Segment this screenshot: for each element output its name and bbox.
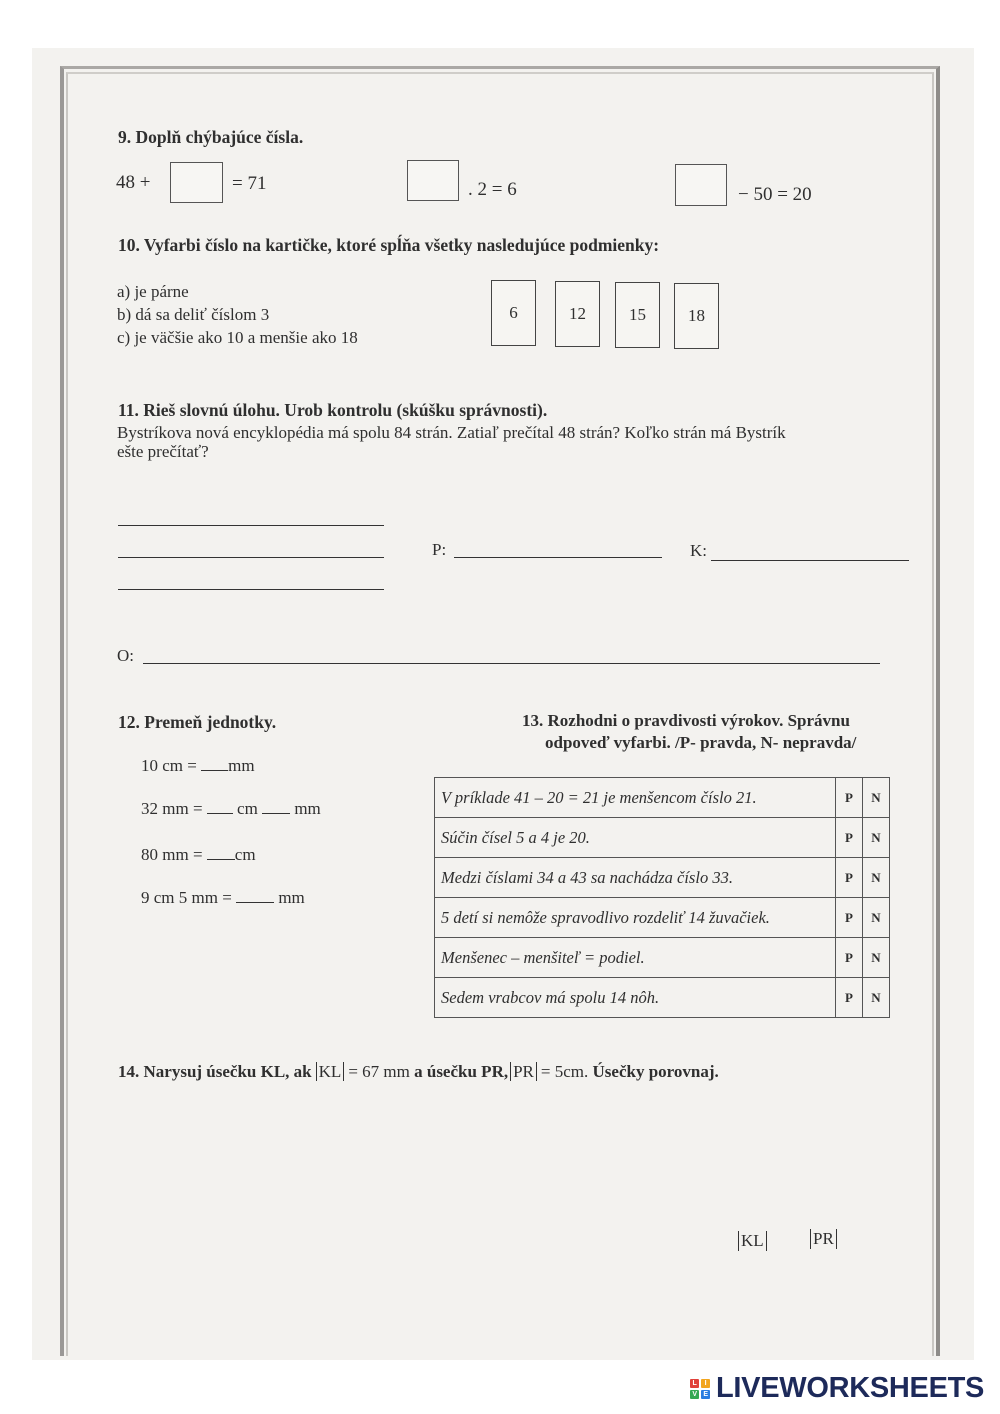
q9-eq1-left: 48 + (116, 172, 151, 193)
q11-k-label: K: (690, 541, 707, 560)
q14-heading-part-3: Úsečky porovnaj. (592, 1062, 719, 1081)
q12-row-1 (141, 756, 255, 776)
q13-heading-line-1: 13. Rozhodni o pravdivosti výrokov. Správnu (522, 711, 850, 730)
q13-heading-line-2: odpoveď vyfarbi. /P- pravda, N- nepravda/ (545, 733, 857, 752)
q12-r2-unit-2: mm (294, 799, 321, 818)
q14-kl-abs (316, 1062, 345, 1081)
q13-true-option[interactable]: P (836, 938, 863, 978)
q12-r2-blank-1[interactable] (207, 801, 233, 814)
q10-condition-b: b) dá sa deliť číslom 3 (117, 305, 270, 324)
q13-statement: 5 detí si nemôže spravodlivo rozdeliť 14 žuvačiek. (435, 898, 836, 938)
q10-condition-a: a) je párne (117, 282, 189, 301)
q13-false-option[interactable]: N (863, 978, 890, 1018)
q12-r3-unit: cm (234, 845, 256, 864)
q9-eq1-right: = 71 (232, 173, 267, 194)
logo-tile: L (690, 1379, 699, 1388)
q11-text-line-2: ešte prečítať? (117, 442, 209, 461)
q14-kl-length: = 67 mm (348, 1062, 410, 1081)
q11-solution-line-3[interactable] (118, 589, 384, 590)
q14-pr-length: = 5cm. (540, 1062, 589, 1081)
q13-true-option[interactable]: P (836, 898, 863, 938)
q13-true-option[interactable]: P (836, 858, 863, 898)
q14-pr-compare (810, 1229, 837, 1249)
q14-kl-label: KL (318, 1062, 342, 1081)
q10-card[interactable]: 18 (674, 283, 719, 349)
q12-heading: 12. Premeň jednotky. (118, 712, 277, 732)
q11-text-line-1: Bystríkova nová encyklopédia má spolu 84 strán. Zatiaľ prečítal 48 strán? Koľko strán má Bystrík (117, 423, 786, 442)
q13-true-option[interactable]: P (836, 818, 863, 858)
q12-r4-unit: mm (278, 888, 305, 907)
q14-pr-compare-label: PR (813, 1229, 834, 1248)
q14-heading-part-2: a úsečku PR, (414, 1062, 509, 1081)
table-row (435, 898, 890, 938)
q10-card[interactable]: 15 (615, 282, 660, 348)
q10-card[interactable]: 12 (555, 281, 600, 347)
q11-p-label: P: (432, 540, 447, 559)
logo-icon (690, 1379, 710, 1399)
q9-eq3-right: − 50 = 20 (738, 184, 812, 205)
q13-statement: V príklade 41 – 20 = 21 je menšencom číslo 21. (435, 778, 836, 818)
q12-r2-blank-2[interactable] (262, 801, 290, 814)
q9-heading: 9. Doplň chýbajúce čísla. (118, 127, 304, 147)
q14-heading-part-1: 14. Narysuj úsečku KL, ak (118, 1062, 312, 1081)
q14-pr-label: PR (513, 1062, 534, 1081)
q12-r1-left: 10 cm = (141, 756, 197, 775)
q13-false-option[interactable]: N (863, 858, 890, 898)
q11-o-line[interactable] (143, 663, 880, 664)
q11-o-label: O: (117, 646, 134, 665)
q9-answer-box-1[interactable] (170, 162, 223, 203)
q14-pr-abs (510, 1062, 537, 1081)
q13-false-option[interactable]: N (863, 778, 890, 818)
q13-statements-table (434, 777, 890, 1018)
q12-row-3 (141, 845, 256, 865)
q12-r2-unit-1: cm (237, 799, 258, 818)
table-row (435, 818, 890, 858)
q12-r4-blank[interactable] (236, 890, 274, 903)
q12-r3-left: 80 mm = (141, 845, 203, 864)
logo-tile: I (701, 1379, 710, 1388)
q12-row-4 (141, 888, 305, 908)
table-row (435, 978, 890, 1018)
q11-heading: 11. Rieš slovnú úlohu. Urob kontrolu (skúšku správnosti). (118, 400, 548, 420)
q10-heading: 10. Vyfarbi číslo na kartičke, ktoré spĺňa všetky nasledujúce podmienky: (118, 235, 660, 255)
q9-eq2-right: . 2 = 6 (468, 179, 517, 200)
q12-row-2 (141, 799, 321, 819)
q13-statement: Sedem vrabcov má spolu 14 nôh. (435, 978, 836, 1018)
q14-kl-compare-label: KL (741, 1231, 764, 1250)
q13-true-option[interactable]: P (836, 778, 863, 818)
q10-card[interactable]: 6 (491, 280, 536, 346)
q13-statement: Medzi číslami 34 a 43 sa nachádza číslo 33. (435, 858, 836, 898)
q11-p-line[interactable] (454, 557, 662, 558)
q14-kl-compare (738, 1231, 767, 1251)
logo-tile: E (701, 1390, 710, 1399)
q11-solution-line-2[interactable] (118, 557, 384, 558)
q13-false-option[interactable]: N (863, 898, 890, 938)
q13-false-option[interactable]: N (863, 818, 890, 858)
q11-solution-line-1[interactable] (118, 525, 384, 526)
q12-r4-left: 9 cm 5 mm = (141, 888, 232, 907)
q12-r1-unit: mm (228, 756, 255, 775)
q10-condition-c: c) je väčšie ako 10 a menšie ako 18 (117, 328, 358, 347)
q11-k-line[interactable] (711, 560, 909, 561)
q14-heading (118, 1062, 719, 1082)
q9-answer-box-2[interactable] (407, 160, 459, 201)
q12-r3-blank[interactable] (207, 847, 235, 860)
logo-text: LIVEWORKSHEETS (716, 1372, 985, 1404)
table-row (435, 858, 890, 898)
logo-tile: V (690, 1390, 699, 1399)
q13-false-option[interactable]: N (863, 938, 890, 978)
table-row (435, 938, 890, 978)
liveworksheets-logo (690, 1372, 984, 1405)
q9-answer-box-3[interactable] (675, 164, 727, 206)
q13-true-option[interactable]: P (836, 978, 863, 1018)
q13-statement: Menšenec – menšiteľ = podiel. (435, 938, 836, 978)
q12-r1-blank[interactable] (201, 758, 228, 771)
q13-statement: Súčin čísel 5 a 4 je 20. (435, 818, 836, 858)
q12-r2-left: 32 mm = (141, 799, 203, 818)
table-row (435, 778, 890, 818)
